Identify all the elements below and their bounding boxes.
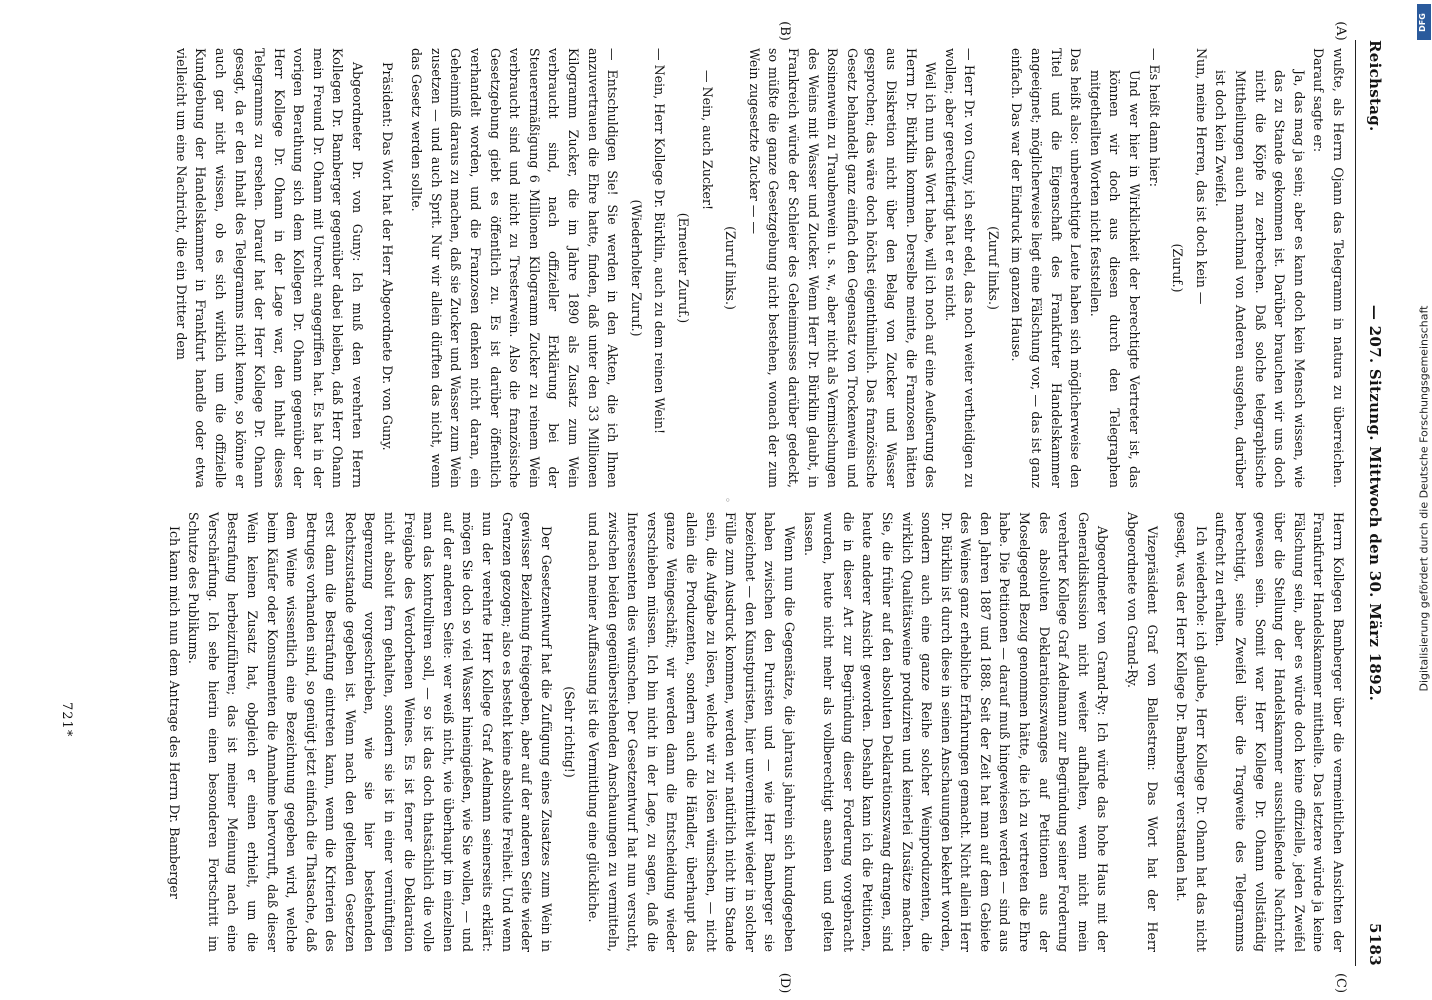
paragraph: Nun, meine Herren, das ist doch kein —: [1193, 48, 1209, 305]
right-column: [164, 512, 1348, 952]
interjection: (Zuruf.): [1170, 243, 1186, 293]
paragraph: — Herr Dr. von Guny, ich sehr edel, das noch weiter vertheidigen zu wollen; aber gerechtfertigt hat er es nicht.: [942, 48, 978, 488]
margin-mark-d: (D): [777, 972, 792, 994]
paragraph: Herrn Kollegen Bamberger über die vermeintlichen Ansichten der Frankfurter Handelskammer mittheilte. Das letztere würde ja keine Fälschung sein, aber es würde doch keine offizielle, jeden Zweifel über die Stellung der Handelskammer ausschließende Nachricht gewesen sein. Somit war Herr Kollege Dr. Ohann vollständig berechtigt, seine Zweifel über die Tragweite des Telegramms aufrecht zu erhalten.: [1213, 512, 1346, 952]
speaker-paragraph: Abgeordneter von Grand-Ry: Ich würde das hohe Haus mit der Generaldiskussion nicht weiter aufhalten, wenn nicht mein verehrter Kollege Graf Adelmann zur Begründung seiner Forderung des absoluten Deklarationszwanges auf Petitionen aus der Moselgegend Bezug genommen hätte, die ich zu vertreten die Ehre habe. Die Petitionen — darauf muß hingewiesen werden — sind aus den Jahren 1887 und 1888. Seit der Zeit hat man auf dem Gebiete des Weines ganz erhebliche Erfahrungen gemacht. Nicht allein Herr Dr. Bürklin ist durch diese in seinen Anschauungen bekehrt worden, sondern auch eine ganze Reihe solcher Weinproduzenten, die wirklich Qualitätsweine produziren und keinerlei Zusätze machen. Sie, die früher auf den absoluten Deklarationszwang drangen, sind heute anderer Ansicht geworden. Deshalb kann ich die Petitionen, die in dieser Art zur Begründung dieser Forderung vorgebracht wurden, heute nicht mehr als vollberechtigt ansehen und gelten lassen.: [801, 512, 1111, 952]
interjection: (Sehr richtig!): [562, 686, 578, 778]
funding-note-strip: [1415, 0, 1432, 1000]
paragraph: — Nein, Herr Kollege Dr. Bürklin, auch zu dem reinen Wein!: [652, 48, 668, 435]
paragraph: wußte, als Herrn Ojann das Telegramm in natura zu überreichen. Darauf sagte er:: [1311, 48, 1346, 488]
interjection: (Wiederholter Zuruf.): [628, 199, 644, 337]
margin-mark-a: (A): [1333, 21, 1348, 41]
header-center: — 207. Sitzung. Mittwoch den 30. März 1892.: [1366, 304, 1384, 702]
interjection: (Zuruf links.): [723, 226, 739, 310]
paragraph: — Entschuldigen Sie! Sie werden in den Akten, die ich Ihnen anzuvertrauen die Ehre hatte, finden, daß unter den 33 Millionen Kilogramm Zucker, die im Jahre 1890 als Zusatz zum Wein verbraucht sind, nach offizieller Erklärung bei der Steuerermäßigung 6 Millionen Kilogramm Zucker zu reinem Wein verbraucht sind und nicht zu Tresterwein. Also die französische Gesetzgebung giebt es öffentlich zu. Es ist darüber öffentlich verhandelt worden, und die Franzosen denken nicht daran, ein Geheimniß daraus zu machen, daß sie Zucker und Wasser zum Wein zusetzen — und auch Sprit. Nur wir allein dürften das nicht, wenn das Gesetz werden sollte.: [409, 48, 621, 488]
quoted-paragraph: Ja, das mag ja sein; aber es kann doch kein Mensch wissen, wie das zu Stande gekommen ist. Darüber brauchen wir uns doch nicht die Köpfe zu zerbrechen. Daß solche telegraphische Mittheilungen auch manchmal von Anderen ausgehen, darüber ist doch kein Zweifel.: [1213, 70, 1307, 488]
margin-mark-c: (C): [1333, 972, 1348, 994]
running-head: [1360, 40, 1384, 966]
interjection: (Zuruf links.): [985, 226, 1001, 310]
paragraph: Wenn nun die Gegensätze, die jahraus jahrein sich kundgegeben haben zwischen den Puristen und — wie Herr Bamberger sie bezeichnet — den Kunstpuristen, hier unvermittelt wieder in solcher Fülle zum Ausdruck kommen, werden wir natürlich nicht im Stande sein, die Aufgabe zu lösen, welche wir zu lösen wünschen, — nicht allein die Produzenten, sondern auch die Händler, überhaupt das ganze Weingeschäft; wir werden dann die Entscheidung wieder verschieben müssen. Ich bin nicht in der Lage, zu sagen, daß die Interessenten dies wünschen. Der Gesetzentwurf hat nun versucht, zwischen beiden gegenüberstehenden Anschauungen zu vermitteln, und nach meiner Auffassung ist die Vermittlung eine glückliche.: [586, 512, 797, 952]
header-left: Reichstag.: [1366, 40, 1384, 132]
left-column: [171, 48, 1348, 488]
interjection: (Erneuter Zuruf.): [676, 212, 691, 324]
dfg-logo-icon: [1417, 4, 1431, 40]
column-center-mark: ◦: [721, 497, 732, 503]
paragraph: Der Gesetzentwurf hat die Zufügung eines Zusatzes zum Wein in gewisser Beziehung freigegeben, aber auf der anderen Seite wieder Grenzen gezogen; also es besteht keine absolute Freiheit. Und wenn nun der verehrte Herr Kollege Graf Adelmann seinerseits erklärt: mögen Sie doch so viel Wasser hineingießen, wie Sie wollen, — und auf der anderen Seite: wer weiß nicht, wie überhaupt im einzelnen man das kontrolliren soll, — so ist das doch thatsächlich die volle Freigabe des Verdorbenen Weines. Es ist ferner die Deklaration nicht absolut fern gehalten, sondern sie ist in einer vernünftigen Begrenzung vorgeschrieben, wie sie hier bestehenden Rechtszustande gegeben ist. Wenn nach den geltenden Gesetzen erst dann die Bestrafung eintreten kann, wenn die Kriterien des Betruges vorhanden sind, so genügt jetzt einfach die Thatsache, daß dem Weine wissentlich eine Bezeichnung gegeben wird, welche beim Käufer oder Konsumenten die Annahme hervorruft, daß dieser Wein keinen Zusatz hat, obgleich er einen erhielt, um die Bestrafung herbeizuführen; das ist meiner Meinung nach eine Verschärfung. Ich sehe hierin einen besonderen Fortschritt im Schutze des Publikums.: [186, 512, 554, 952]
speaker-paragraph: Vizepräsident Graf von Ballestrem: Das Wort hat der Herr Abgeordnete von Grand-Ry.: [1125, 512, 1160, 952]
dfg-logo-text: DFG: [1417, 13, 1427, 32]
margin-mark-b: (B): [777, 21, 792, 41]
paragraph: — Nein, auch Zucker!: [699, 70, 715, 211]
paragraph: Weil ich nun das Wort habe, will ich noch auf eine Aeußerung des Herrn Dr. Bürklin kommen. Derselbe meinte, die Franzosen hätten aus Diskretion nicht über den Belag von Zucker und Wasser gesprochen; das wäre doch höchst eigenthümlich. Das französische Gesetz behandelt ganz einfach den Gegensatz von Trockenwein und Rosinenwein zu Traubenwein u. s. w., aber nicht als Vermischungen des Weins mit Wasser und Zucker. Wenn Herr Dr. Bürklin glaubt, in Frankreich würde der Schleier des Geheimnisses darüber gedeckt, so müßte die ganze Gesetzgebung nicht bestehen, wonach der zum Wein zugesetzte Zucker — —: [746, 48, 939, 488]
paragraph: Ich kann mich nun dem Antrage des Herrn Dr. Bamberger: [166, 526, 182, 899]
funding-note: Digitalisierung gefördert durch die Deutsche Forschungsgemeinschaft: [1417, 305, 1430, 692]
speaker-paragraph: Abgeordneter Dr. von Guny: Ich muß den verehrten Herrn Kollegen Dr. Bamberger gegenüber dabei bleiben, daß Herr Ohann mein Freund Dr. Ohann mit Unrecht angegriffen hat. Es hat in der vorigen Berathung sich dem Kollegen Dr. Ohann gegenüber der Herr Kollege Dr. Ohann in der Lage war, den Inhalt dieses Telegramms zu ersehen. Darauf hat der Herr Kollege Dr. Ohann gesagt, da er den Inhalt des Telegramms nicht kenne, so könne er auch gar nicht wissen, ob es sich wirklich um die offizielle Kundgebung der Handelskammer in Frankfurt handle oder etwa vielleicht um eine Nachricht, die ein Dritter dem: [173, 48, 366, 488]
speaker-paragraph: Präsident: Das Wort hat der Herr Abgeordnete Dr. von Guny.: [379, 62, 395, 451]
header-rule: [1355, 40, 1356, 966]
quoted-paragraph: Und wer hier in Wirklichkeit der berechtigte Vertreter ist, das können wir doch aus diesen durch den Telegraphen mitgetheilten Worten nicht feststellen.: [1087, 70, 1143, 488]
page-number: 5183: [1366, 923, 1384, 966]
paragraph: Ich wiederhole: ich glaube, Herr Kollege Dr. Ohann hat das nicht gesagt, was der Herr Kollege Dr. Bamberger verstanden hat.: [1174, 512, 1209, 952]
sheet-signature: 721*: [59, 702, 74, 738]
paragraph: — Es heißt dann hier:: [1146, 48, 1162, 187]
paragraph: Das heißt also: unberechtigte Leute haben sich möglicherweise den Titel und die Eigenschaft des Frankfurter Handelskammer angeeignet; möglicherweise liegt eine Fälschung vor, — das ist ganz einfach. Das war der Eindruck im ganzen Hause.: [1009, 48, 1084, 488]
